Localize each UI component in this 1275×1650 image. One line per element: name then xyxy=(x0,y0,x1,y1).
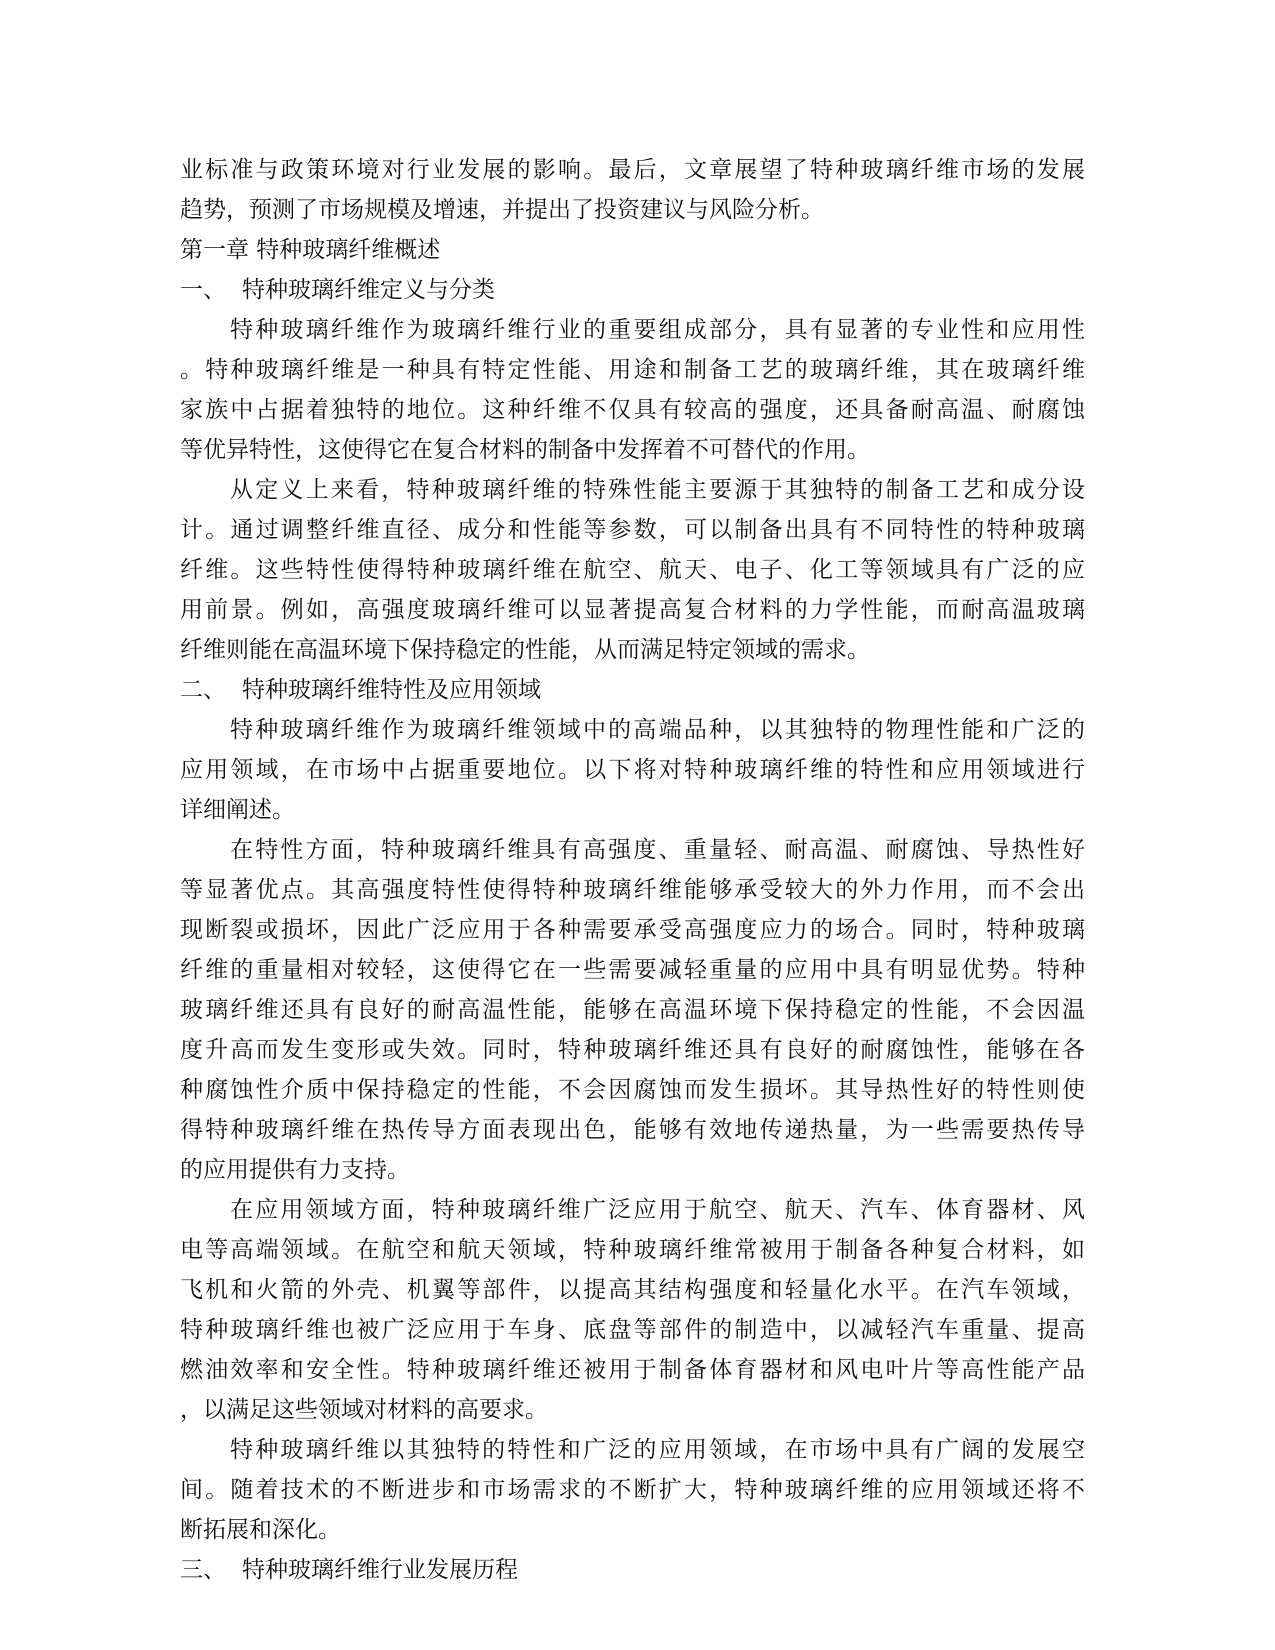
section-title: 特种玻璃纤维行业发展历程 xyxy=(242,1557,518,1583)
intro-paragraph xyxy=(180,150,1085,230)
section-number: 二、 xyxy=(180,677,226,703)
text-line: 用前景。例如，高强度玻璃纤维可以显著提高复合材料的力学性能，而耐高温玻璃 xyxy=(180,597,1085,623)
text-line: 特种玻璃纤维作为玻璃纤维行业的重要组成部分，具有显著的专业性和应用性 xyxy=(230,317,1085,343)
chapter-title: 第一章 特种玻璃纤维概述 xyxy=(180,237,441,263)
text-line: 现断裂或损坏，因此广泛应用于各种需要承受高强度应力的场合。同时，特种玻璃 xyxy=(180,917,1085,943)
paragraph xyxy=(180,310,1085,470)
text-line: 从定义上来看，特种玻璃纤维的特殊性能主要源于其独特的制备工艺和成分设 xyxy=(230,477,1085,503)
section-number: 一、 xyxy=(180,277,226,303)
text-line: 特种玻璃纤维作为玻璃纤维领域中的高端品种，以其独特的物理性能和广泛的 xyxy=(230,717,1085,743)
section-title: 特种玻璃纤维特性及应用领域 xyxy=(242,677,541,703)
paragraph xyxy=(180,470,1085,670)
section-heading-1 xyxy=(180,270,1085,310)
section-title: 特种玻璃纤维定义与分类 xyxy=(242,277,495,303)
text-line: 等显著优点。其高强度特性使得特种玻璃纤维能够承受较大的外力作用，而不会出 xyxy=(180,877,1085,903)
text-line: 业标准与政策环境对行业发展的影响。最后，文章展望了特种玻璃纤维市场的发展 xyxy=(180,157,1085,183)
text-line: 纤维。这些特性使得特种玻璃纤维在航空、航天、电子、化工等领域具有广泛的应 xyxy=(180,557,1085,583)
paragraph xyxy=(180,830,1085,1190)
text-line: 特种玻璃纤维也被广泛应用于车身、底盘等部件的制造中，以减轻汽车重量、提高 xyxy=(180,1317,1085,1343)
paragraph xyxy=(180,710,1085,830)
text-line: 特种玻璃纤维以其独特的特性和广泛的应用领域，在市场中具有广阔的发展空 xyxy=(230,1437,1085,1463)
text-line: 在特性方面，特种玻璃纤维具有高强度、重量轻、耐高温、耐腐蚀、导热性好 xyxy=(230,837,1085,863)
text-line: 飞机和火箭的外壳、机翼等部件，以提高其结构强度和轻量化水平。在汽车领域， xyxy=(180,1277,1085,1303)
text-line: 纤维则能在高温环境下保持稳定的性能，从而满足特定领域的需求。 xyxy=(180,637,870,663)
text-line: 的应用提供有力支持。 xyxy=(180,1157,410,1183)
section-heading-3 xyxy=(180,1550,1085,1590)
paragraph xyxy=(180,1190,1085,1430)
text-line: 度升高而发生变形或失效。同时，特种玻璃纤维还具有良好的耐腐蚀性，能够在各 xyxy=(180,1037,1085,1063)
text-line: 得特种玻璃纤维在热传导方面表现出色，能够有效地传递热量，为一些需要热传导 xyxy=(180,1117,1085,1143)
text-line: 燃油效率和安全性。特种玻璃纤维还被用于制备体育器材和风电叶片等高性能产品 xyxy=(180,1357,1085,1383)
text-line: 在应用领域方面，特种玻璃纤维广泛应用于航空、航天、汽车、体育器材、风 xyxy=(230,1197,1085,1223)
text-line: 纤维的重量相对较轻，这使得它在一些需要减轻重量的应用中具有明显优势。特种 xyxy=(180,957,1085,983)
section-heading-2 xyxy=(180,670,1085,710)
paragraph xyxy=(180,1430,1085,1550)
text-line: 。特种玻璃纤维是一种具有特定性能、用途和制备工艺的玻璃纤维，其在玻璃纤维 xyxy=(180,357,1085,383)
text-line: 趋势，预测了市场规模及增速，并提出了投资建议与风险分析。 xyxy=(180,197,824,223)
text-line: 详细阐述。 xyxy=(180,797,295,823)
text-line: 计。通过调整纤维直径、成分和性能等参数，可以制备出具有不同特性的特种玻璃 xyxy=(180,517,1085,543)
text-line: 家族中占据着独特的地位。这种纤维不仅具有较高的强度，还具备耐高温、耐腐蚀 xyxy=(180,397,1085,423)
text-line: 玻璃纤维还具有良好的耐高温性能，能够在高温环境下保持稳定的性能，不会因温 xyxy=(180,997,1085,1023)
text-line: 种腐蚀性介质中保持稳定的性能，不会因腐蚀而发生损坏。其导热性好的特性则使 xyxy=(180,1077,1085,1103)
section-number: 三、 xyxy=(180,1557,226,1583)
text-line: 电等高端领域。在航空和航天领域，特种玻璃纤维常被用于制备各种复合材料，如 xyxy=(180,1237,1085,1263)
text-line: 断拓展和深化。 xyxy=(180,1517,341,1543)
text-line: ，以满足这些领域对材料的高要求。 xyxy=(180,1397,548,1423)
text-line: 等优异特性，这使得它在复合材料的制备中发挥着不可替代的作用。 xyxy=(180,437,870,463)
text-line: 间。随着技术的不断进步和市场需求的不断扩大，特种玻璃纤维的应用领域还将不 xyxy=(180,1477,1085,1503)
document-page xyxy=(180,150,1085,1590)
text-line: 应用领域，在市场中占据重要地位。以下将对特种玻璃纤维的特性和应用领域进行 xyxy=(180,757,1085,783)
